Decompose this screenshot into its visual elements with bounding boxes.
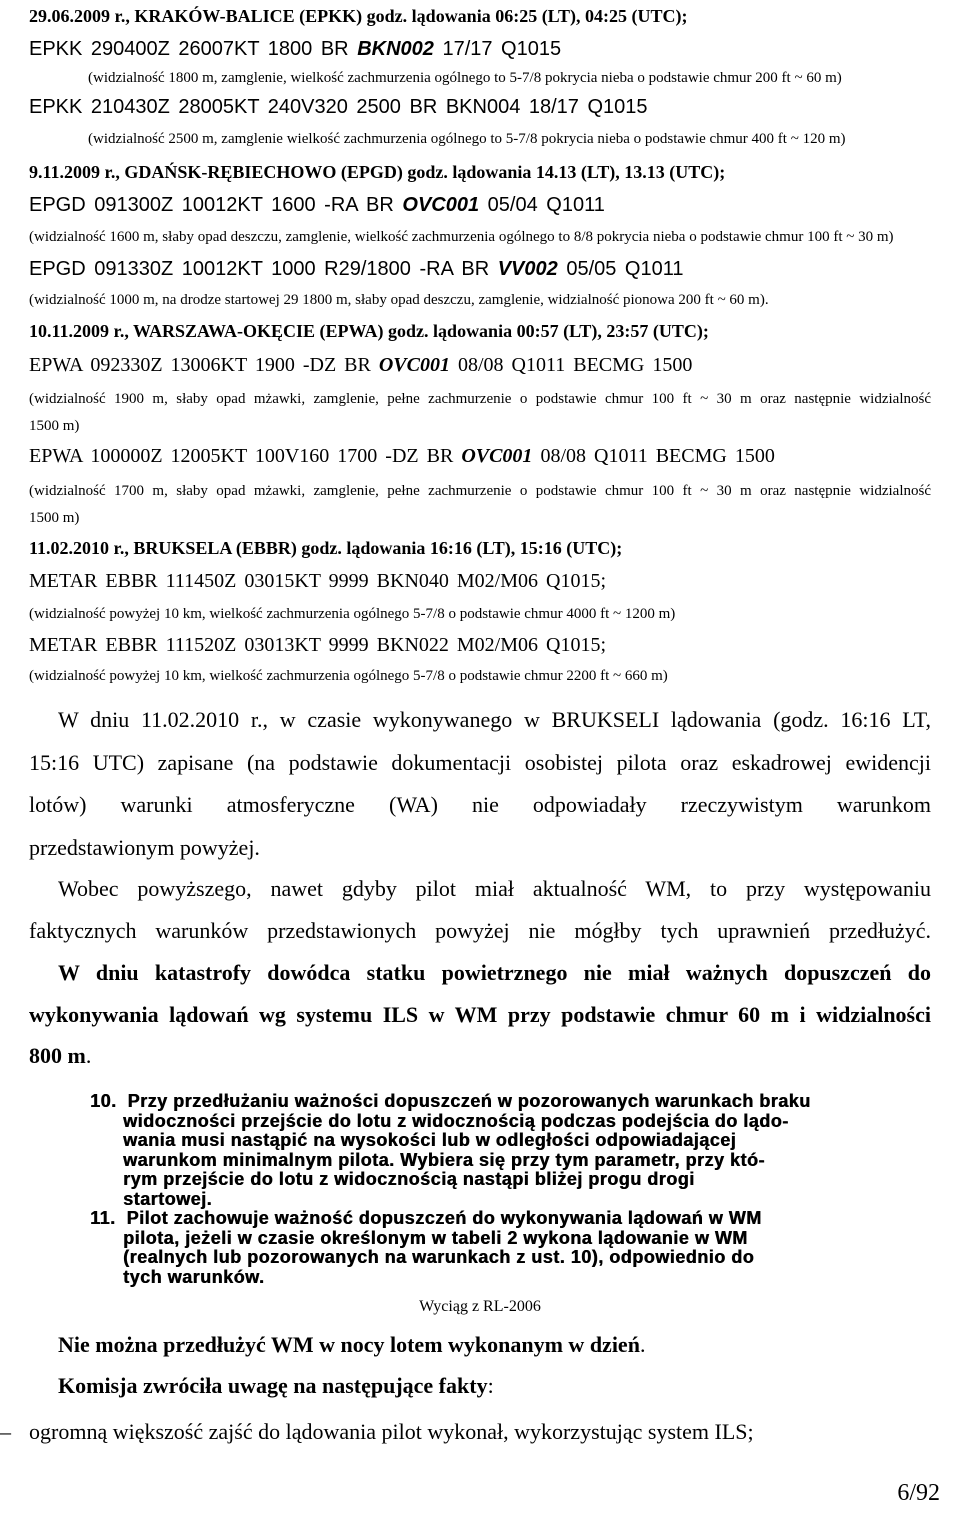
paragraph-line: 15:16 UTC) zapisane (na podstawie dokumentacji osobistej pilota oraz eskadrowej ewidencji <box>29 750 931 775</box>
metar-line: EPGD 091300Z 10012KT 1600 -RA BR OVC001 05/04 Q1011 <box>29 194 605 216</box>
paragraph-line: W dniu 11.02.2010 r., w czasie wykonywanego w BRUKSELI lądowania (godz. 16:16 LT, <box>58 707 931 732</box>
paragraph-line-bold: wykonywania lądowań wg systemu ILS w WM przy podstawie chmur 60 m i widzialności <box>29 1002 931 1027</box>
metar-explanation-cont: 1500 m) <box>29 418 80 434</box>
page-number: 6/92 <box>897 1480 940 1506</box>
metar-explanation: (widzialność 1900 m, słaby opad mżawki, zamglenie, pełne zachmurzenie o podstawie chmur 100 ft ~ 30 m oraz następnie widzialność <box>29 391 931 407</box>
statement-commission-facts: Komisja zwróciła uwagę na następujące fakty: <box>58 1373 494 1398</box>
excerpt-line: pilota, jeżeli w czasie określonym w tabeli 2 wykona lądowanie w WM <box>90 1227 748 1248</box>
paragraph-line-bold: 800 m. <box>29 1043 92 1068</box>
metar-line: METAR EBBR 111520Z 03013KT 9999 BKN022 M02/M06 Q1015; <box>29 634 607 656</box>
excerpt-caption: Wyciąg z RL-2006 <box>419 1298 541 1315</box>
excerpt-line: 11. Pilot zachowuje ważność dopuszczeń do wykonywania lądowań w WM <box>90 1208 762 1228</box>
excerpt-line: tych warunków. <box>90 1266 265 1287</box>
metar-explanation: (widzialność 2500 m, zamglenie wielkość zachmurzenia ogólnego to 5-7/8 pokrycia nieba o podstawie chmur 400 ft ~ 120 m) <box>88 131 846 147</box>
regulation-excerpt-text <box>90 1092 811 1287</box>
metar-line: EPWA 092330Z 13006KT 1900 -DZ BR OVC001 08/08 Q1011 BECMG 1500 <box>29 354 693 376</box>
paragraph-line-bold: W dniu katastrofy dowódca statku powietrznego nie miał ważnych dopuszczeń do <box>58 960 931 985</box>
section-heading-krakow: 29.06.2009 r., KRAKÓW-BALICE (EPKK) godz. lądowania 06:25 (LT), 04:25 (UTC); <box>29 6 688 26</box>
excerpt-line: 10. Przy przedłużaniu ważności dopuszczeń w pozorowanych warunkach braku <box>90 1092 811 1111</box>
section-heading-bruksela: 11.02.2010 r., BRUKSELA (EBBR) godz. lądowania 16:16 (LT), 15:16 (UTC); <box>29 538 623 558</box>
metar-line: METAR EBBR 111450Z 03015KT 9999 BKN040 M02/M06 Q1015; <box>29 570 607 592</box>
metar-explanation-cont: 1500 m) <box>29 510 80 526</box>
paragraph-line: Wobec powyższego, nawet gdyby pilot miał aktualność WM, to przy występowaniu <box>58 876 931 901</box>
section-heading-gdansk: 9.11.2009 r., GDAŃSK-RĘBIECHOWO (EPGD) godz. lądowania 14.13 (LT), 13.13 (UTC); <box>29 162 726 182</box>
metar-explanation: (widzialność powyżej 10 km, wielkość zachmurzenia ogólnego 5-7/8 o podstawie chmur 4000 ft ~ 1200 m) <box>29 606 676 622</box>
paragraph-line: lotów) warunki atmosferyczne (WA) nie odpowiadały rzeczywistym warunkom <box>29 792 931 817</box>
excerpt-line: wania musi nastąpić na wysokości lub w odległości odpowiadającej <box>90 1130 737 1150</box>
paragraph-line: przedstawionym powyżej. <box>29 835 260 860</box>
metar-explanation: (widzialność 1800 m, zamglenie, wielkość zachmurzenia ogólnego to 5-7/8 pokrycia nieba o podstawie chmur 200 ft ~ 60 m) <box>88 70 842 86</box>
statement-night-flight: Nie można przedłużyć WM w nocy lotem wykonanym w dzień. <box>58 1332 646 1357</box>
excerpt-line: widoczności przejście do lotu z widocznością podczas podejścia do lądo- <box>90 1110 789 1131</box>
metar-line: EPKK 210430Z 28005KT 240V320 2500 BR BKN004 18/17 Q1015 <box>29 96 648 118</box>
metar-explanation: (widzialność 1700 m, słaby opad mżawki, zamglenie, pełne zachmurzenie o podstawie chmur 100 ft ~ 30 m oraz następnie widzialność <box>29 483 931 499</box>
paragraph-line: faktycznych warunków przedstawionych powyżej nie mógłby tych uprawnień przedłużyć. <box>29 918 931 943</box>
excerpt-line: warunkom minimalnym pilota. Wybiera się przy tym parametr, przy któ- <box>90 1149 765 1170</box>
excerpt-line: startowej. <box>90 1188 213 1209</box>
excerpt-line: rym przejście do lotu z widocznością nastąpi bliżej progu drogi <box>90 1169 695 1189</box>
metar-line: EPKK 290400Z 26007KT 1800 BR BKN002 17/17 Q1015 <box>29 38 562 60</box>
metar-line: EPGD 091330Z 10012KT 1000 R29/1800 -RA BR VV002 05/05 Q1011 <box>29 258 684 280</box>
metar-explanation: (widzialność 1000 m, na drodze startowej 29 1800 m, słaby opad deszczu, zamglenie, widzialność pionowa 200 ft ~ 60 m). <box>29 292 769 308</box>
metar-line: EPWA 100000Z 12005KT 100V160 1700 -DZ BR OVC001 08/08 Q1011 BECMG 1500 <box>29 445 775 467</box>
section-heading-warszawa: 10.11.2009 r., WARSZAWA-OKĘCIE (EPWA) godz. lądowania 00:57 (LT), 23:57 (UTC); <box>29 321 709 341</box>
regulation-excerpt-image <box>90 1092 894 1287</box>
bullet-dash: – <box>0 1419 11 1444</box>
metar-explanation: (widzialność 1600 m, słaby opad deszczu, zamglenie, wielkość zachmurzenia ogólnego to 8/8 pokrycia nieba o podstawie chmur 100 ft ~ 30 m) <box>29 229 894 245</box>
metar-explanation: (widzialność powyżej 10 km, wielkość zachmurzenia ogólnego 5-7/8 o podstawie chmur 2200 ft ~ 660 m) <box>29 668 668 684</box>
excerpt-line: (realnych lub pozorowanych na warunkach z ust. 10), odpowiednio do <box>90 1247 755 1267</box>
bullet-item-ils: ogromną większość zajść do lądowania pilot wykonał, wykorzystując system ILS; <box>29 1419 754 1444</box>
